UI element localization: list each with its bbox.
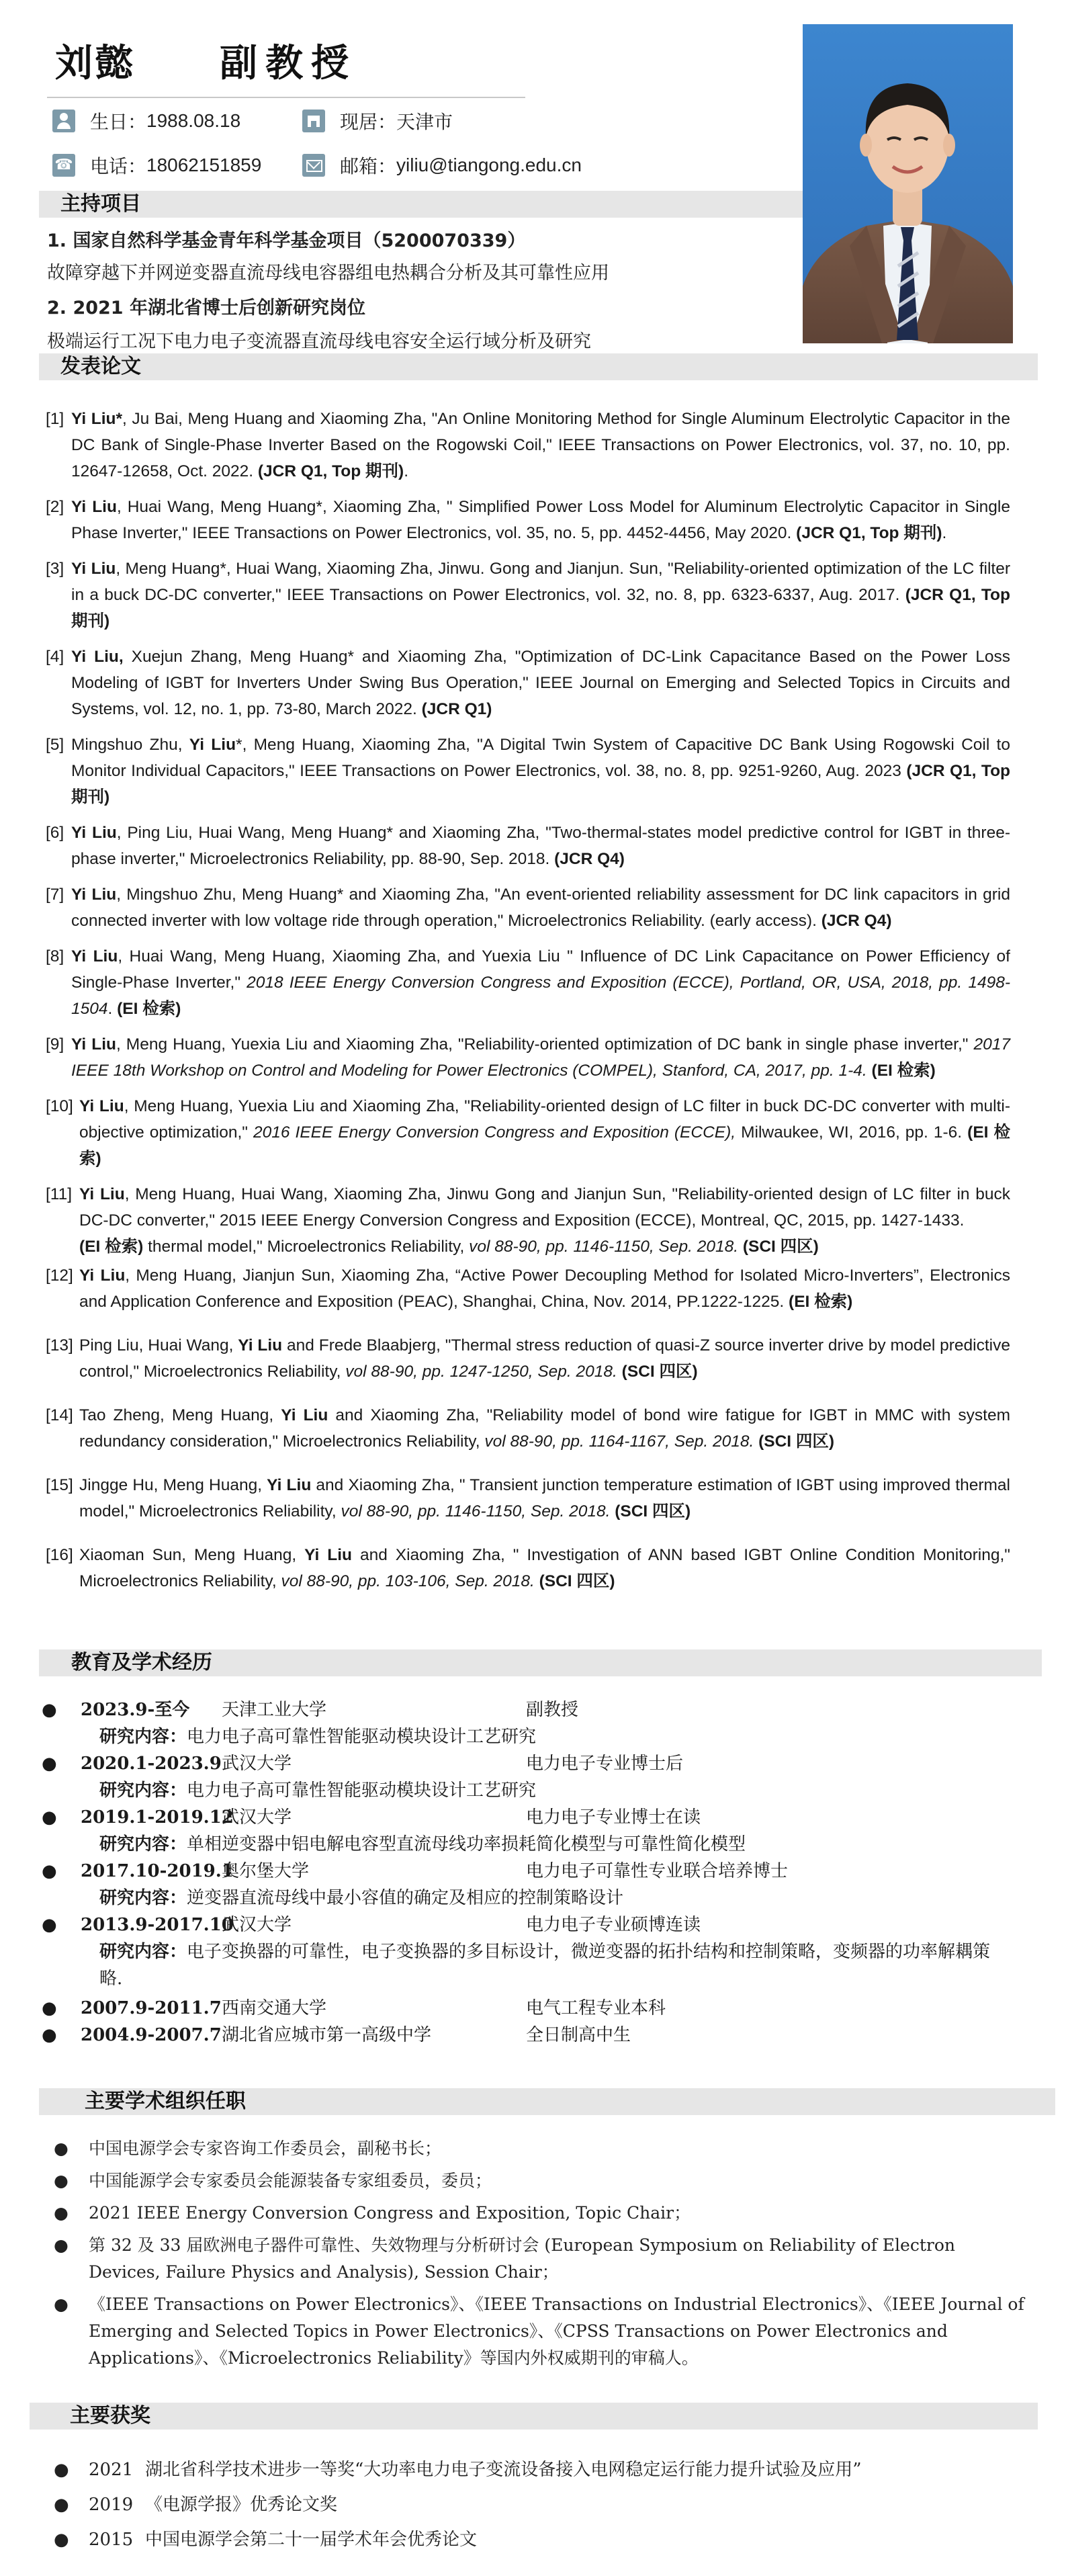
publication-item: [12] Yi Liu, Meng Huang, Jianjun Sun, Xiaoming Zha, “Active Power Decoupling Method for Isolated Micro-Inverters”, Electronics and Application Conference and Exposition (PEAC), Shanghai, China, Nov. 2014, PP.1222-1225. (EI 检索): [46, 1266, 1010, 1311]
birth-info: [52, 108, 240, 134]
publication-item: [4] Yi Liu, Xuejun Zhang, Meng Huang* and Xiaoming Zha, "Optimization of DC-Link Capacitance Based on the Power Loss Modeling of IGBT for Inverters Under Swing Bus Operation," IEEE Journal on Emerging and Selected Topics in Circuits and Systems, vol. 12, no. 1, pp. 73-80, March 2022. (JCR Q1): [46, 648, 1011, 718]
service-item: ● 中国能源学会专家委员会能源装备专家组委员，委员；: [54, 2171, 492, 2190]
education-item: ● 2004.9-2007.7 湖北省应城市第一高级中学 全日制高中生: [42, 2025, 631, 2045]
publication-item: [9] Yi Liu, Meng Huang, Yuexia Liu and Xiaoming Zha, "Reliability-oriented optimization of DC bank in single phase inverter," 2017 IEEE 18th Workshop on Control and Modeling for Power Electronics (COMPEL), Stanford, CA, 2017, pp. 1-4. (EI 检索): [46, 1035, 1010, 1080]
header-name-row: [55, 34, 357, 87]
education-research: 研究内容：逆变器直流母线中最小容值的确定及相应的控制策略设计: [99, 1888, 624, 1908]
residence-label: 现居：: [340, 112, 397, 132]
publication-item: [16] Xiaoman Sun, Meng Huang, Yi Liu and Xiaoming Zha, " Investigation of ANN based IGBT Online Condition Monitoring," Microelectronics Reliability, vol 88-90, pp. 103-106, Sep. 2018. (SCI 四区): [46, 1546, 1010, 1590]
publication-item: [10] Yi Liu, Meng Huang, Yuexia Liu and Xiaoming Zha, "Reliability-oriented design of LC filter in buck DC-DC converter with multi-objective optimization," 2016 IEEE Energy Conversion Congress and Exposition (ECCE), Milwaukee, WI, 2016, pp. 1-6. (EI 检索): [46, 1097, 1010, 1168]
service-item: ● 2021 IEEE Energy Conversion Congress and Exposition, Topic Chair；: [54, 2203, 691, 2223]
project-item-2-title: 2. 2021 年湖北省博士后创新研究岗位: [47, 298, 365, 318]
award-list: [54, 2452, 1024, 2557]
project-code: 5200070339: [381, 230, 508, 251]
education-research: 研究内容：电子变换器的可靠性，电子变换器的多目标设计，微逆变器的拓扑结构和控制策略，变频器的功率解耦策略.: [99, 1942, 991, 1989]
person-photo-icon: [803, 24, 1013, 343]
publication-item: [6] Yi Liu, Ping Liu, Huai Wang, Meng Huang* and Xiaoming Zha, "Two-thermal-states model predictive control for IGBT in three-phase inverter," Microelectronics Reliability, pp. 88-90, Sep. 2018. (JCR Q4): [46, 824, 1010, 868]
service-item: ● 《IEEE Transactions on Power Electronics》、《IEEE Transactions on Industrial Electronics》、《IEEE Journal of Emerging and Selected Topics in Power Electronics》、《CPSS Transactions on Power Electronics and Applications》、《Microelectronics Reliability》等国内外权威期刊的审稿人。: [54, 2294, 1024, 2368]
email-label: 邮箱：: [340, 156, 397, 177]
education-item: ● 2020.1-2023.9 武汉大学 电力电子专业博士后: [42, 1754, 684, 1774]
section-header-awards: 主要获奖: [30, 2403, 1038, 2430]
service-item: ● 中国电源学会专家咨询工作委员会，副秘书长；: [54, 2139, 442, 2158]
publication-item: [15] Jingge Hu, Meng Huang, Yi Liu and Xiaoming Zha, " Transient junction temperature estimation of IGBT using improved thermal model," Microelectronics Reliability, vol 88-90, pp. 1146-1150, Sep. 2018. (SCI 四区): [46, 1476, 1010, 1520]
home-icon: [302, 110, 325, 132]
education-item: ● 2023.9-至今 天津工业大学 副教授: [42, 1700, 579, 1720]
email-value[interactable]: yiliu@tiangong.edu.cn: [396, 155, 582, 175]
education-research: 研究内容：电力电子高可靠性智能驱动模块设计工艺研究: [99, 1780, 537, 1801]
publication-item: [11] Yi Liu, Meng Huang, Huai Wang, Xiaoming Zha, Jinwu Gong and Jianjun Sun, "Reliability-oriented design of LC filter in buck DC-DC converter," 2015 IEEE Energy Conversion Congress and Exposition (ECCE), Montreal, QC, 2015, pp. 1427-1433. (EI 检索) thermal model," Microelectronics Reliability, vol 88-90, pp. 1146-1150, Sep. 2018. (SCI 四区): [46, 1185, 1010, 1256]
service-list: [54, 2135, 1024, 2377]
publication-item: [8] Yi Liu, Huai Wang, Meng Huang, Xiaoming Zha, and Yuexia Liu " Influence of DC Link Capacitance on Power Efficiency of Single-Phase Inverter," 2018 IEEE Energy Conversion Congress and Exposition (ECCE), Portland, OR, USA, 2018, pp. 1498-1504. (EI 检索): [46, 947, 1010, 1018]
education-research: 研究内容：单相逆变器中铝电解电容型直流母线功率损耗简化模型与可靠性简化模型: [99, 1834, 746, 1854]
birth-label: 生日：: [90, 112, 147, 132]
education-item: ● 2017.10-2019.1 奥尔堡大学 电力电子可靠性专业联合培养博士: [42, 1861, 789, 1881]
phone-icon: [52, 154, 75, 177]
publication-item: [13] Ping Liu, Huai Wang, Yi Liu and Frede Blaabjerg, "Thermal stress reduction of quasi-Z source inverter drive by model predictive control," Microelectronics Reliability, vol 88-90, pp. 1247-1250, Sep. 2018. (SCI 四区): [46, 1336, 1010, 1381]
mail-icon: [302, 154, 325, 177]
service-item: ● 第 32 及 33 届欧洲电子器件可靠性、失效物理与分析研讨会 (European Symposium on Reliability of Electron Devices, Failure Physics and Analysis), Session Chair；: [54, 2235, 955, 2282]
award-item: ● 2021 湖北省科学技术进步一等奖“大功率电力电子变流设备接入电网稳定运行能力提升试验及应用”: [54, 2460, 862, 2480]
education-list: [39, 1697, 1033, 2049]
project-item-1-title: 1. 国家自然科学基金青年科学基金项目（5200070339）: [47, 230, 526, 251]
section-header-projects: 主持项目: [39, 191, 803, 218]
residence-info: [302, 108, 453, 134]
person-icon: [52, 110, 75, 132]
profile-photo: [803, 24, 1013, 343]
education-item: ● 2019.1-2019.12 武汉大学 电力电子专业博士在读: [42, 1807, 701, 1828]
phone-info: [52, 152, 261, 179]
birth-value: 1988.08.18: [146, 110, 241, 131]
phone-label: 电话：: [90, 156, 147, 177]
header-divider: [47, 97, 525, 98]
email-info: [302, 152, 582, 179]
project-item-1-desc: 故障穿越下并网逆变器直流母线电容器组电热耦合分析及其可靠性应用: [47, 263, 609, 284]
publication-list: [46, 406, 1010, 1604]
education-item: ● 2013.9-2017.10 武汉大学 电力电子专业硕博连读: [42, 1915, 701, 1935]
publication-item: [1] Yi Liu*, Ju Bai, Meng Huang and Xiaoming Zha, "An Online Monitoring Method for Single Aluminum Electrolytic Capacitor in the DC Bank of Single-Phase Inverter Based on the Rogowski Coil," IEEE Transactions on Power Electronics, vol. 37, no. 10, pp. 12647-12658, Oct. 2022. (JCR Q1, Top 期刊).: [46, 410, 1010, 480]
project-item-2-desc: 极端运行工况下电力电子变流器直流母线电容安全运行域分析及研究: [47, 331, 591, 352]
section-header-service: 主要学术组织任职: [39, 2088, 1055, 2115]
education-item: ● 2007.9-2011.7 西南交通大学 电气工程专业本科: [42, 1998, 666, 2018]
person-title: 副教授: [220, 42, 357, 85]
publication-item: [14] Tao Zheng, Meng Huang, Yi Liu and Xiaoming Zha, "Reliability model of bond wire fatigue for IGBT in MMC with system redundancy consideration," Microelectronics Reliability, vol 88-90, pp. 1164-1167, Sep. 2018. (SCI 四区): [46, 1406, 1010, 1451]
publication-item: [3] Yi Liu, Meng Huang*, Huai Wang, Xiaoming Zha, Jinwu. Gong and Jianjun. Sun, "Reliability-oriented optimization of the LC filter in a buck DC-DC converter," IEEE Transactions on Power Electronics, vol. 32, no. 8, pp. 6323-6337, Aug. 2017. (JCR Q1, Top 期刊): [46, 560, 1010, 630]
award-item: ● 2019 《电源学报》优秀论文奖: [54, 2495, 338, 2515]
award-item: ● 2015 中国电源学会第二十一届学术年会优秀论文: [54, 2530, 478, 2550]
publication-item: [5] Mingshuo Zhu, Yi Liu*, Meng Huang, Xiaoming Zha, "A Digital Twin System of Capacitive DC Bank Using Rogowski Coil to Monitor Individual Capacitors," IEEE Transactions on Power Electronics, vol. 38, no. 8, pp. 9251-9260, Aug. 2023 (JCR Q1, Top 期刊): [46, 736, 1010, 806]
publication-item: [2] Yi Liu, Huai Wang, Meng Huang*, Xiaoming Zha, " Simplified Power Loss Model for Aluminum Electrolytic Capacitor in Single Phase Inverter," IEEE Transactions on Power Electronics, vol. 35, no. 5, pp. 4452-4456, May 2020. (JCR Q1, Top 期刊).: [46, 498, 1010, 542]
publication-item: [7] Yi Liu, Mingshuo Zhu, Meng Huang* and Xiaoming Zha, "An event-oriented reliability assessment for DC link capacitors in grid connected inverter with low voltage ride through operation," Microelectronics Reliability. (early access). (JCR Q4): [46, 886, 1010, 930]
person-name: 刘懿: [55, 42, 136, 85]
residence-value: 天津市: [396, 112, 453, 132]
education-research: 研究内容：电力电子高可靠性智能驱动模块设计工艺研究: [99, 1727, 537, 1747]
section-header-publications: 发表论文: [39, 353, 1038, 380]
phone-value: 18062151859: [146, 155, 262, 175]
section-header-education: 教育及学术经历: [39, 1649, 1042, 1676]
